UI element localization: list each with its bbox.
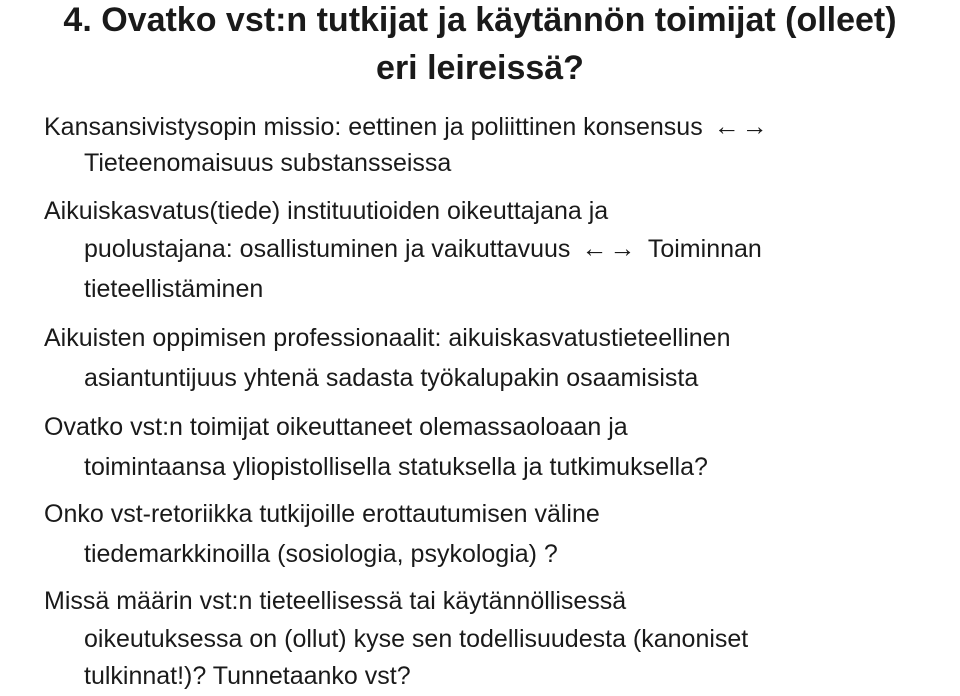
bullet-6-line-3: tulkinnat!)? Tunnetaanko vst? — [84, 662, 411, 690]
bullet-1-line-2: Tieteenomaisuus substansseissa — [84, 149, 452, 177]
bullet-text-after: Toiminnan — [641, 235, 762, 263]
bullet-3-line-1: Aikuisten oppimisen professionaalit: aikuiskasvatustieteellinen — [44, 324, 731, 352]
bullet-2-line-2 — [84, 230, 762, 268]
bullet-text: Kansansivistysopin missio: eettinen ja poliittinen konsensus — [44, 113, 710, 141]
bullet-3-line-2: asiantuntijuus yhtenä sadasta työkalupakin osaamisista — [84, 364, 699, 392]
title-line-1: 4. Ovatko vst:n tutkijat ja käytännön toimijat (olleet) — [63, 1, 897, 39]
bullet-5-line-1: Onko vst-retoriikka tutkijoille erottautumisen väline — [44, 500, 600, 528]
bullet-5-line-2: tiedemarkkinoilla (sosiologia, psykologia) ? — [84, 540, 558, 568]
bullet-text: puolustajana: osallistuminen ja vaikuttavuus — [84, 235, 578, 263]
bullet-2-line-3: tieteellistäminen — [84, 275, 264, 303]
bullet-4-line-1: Ovatko vst:n toimijat oikeuttaneet olemassaoloaan ja — [44, 413, 628, 441]
bullet-2-line-1: Aikuiskasvatus(tiede) instituutioiden oikeuttajana ja — [44, 197, 609, 225]
bullet-1-line-1 — [44, 108, 774, 146]
bullet-4-line-2: toimintaansa yliopistollisella statuksella ja tutkimuksella? — [84, 453, 708, 481]
bidirectional-arrow-icon: ←→ — [581, 233, 638, 263]
bullet-6-line-2: oikeutuksessa on (ollut) kyse sen todellisuudesta (kanoniset — [84, 625, 749, 653]
bullet-6-line-1: Missä määrin vst:n tieteellisessä tai käytännöllisessä — [44, 587, 627, 615]
bidirectional-arrow-icon: ←→ — [713, 111, 770, 141]
title-line-2: eri leireissä? — [376, 49, 584, 87]
